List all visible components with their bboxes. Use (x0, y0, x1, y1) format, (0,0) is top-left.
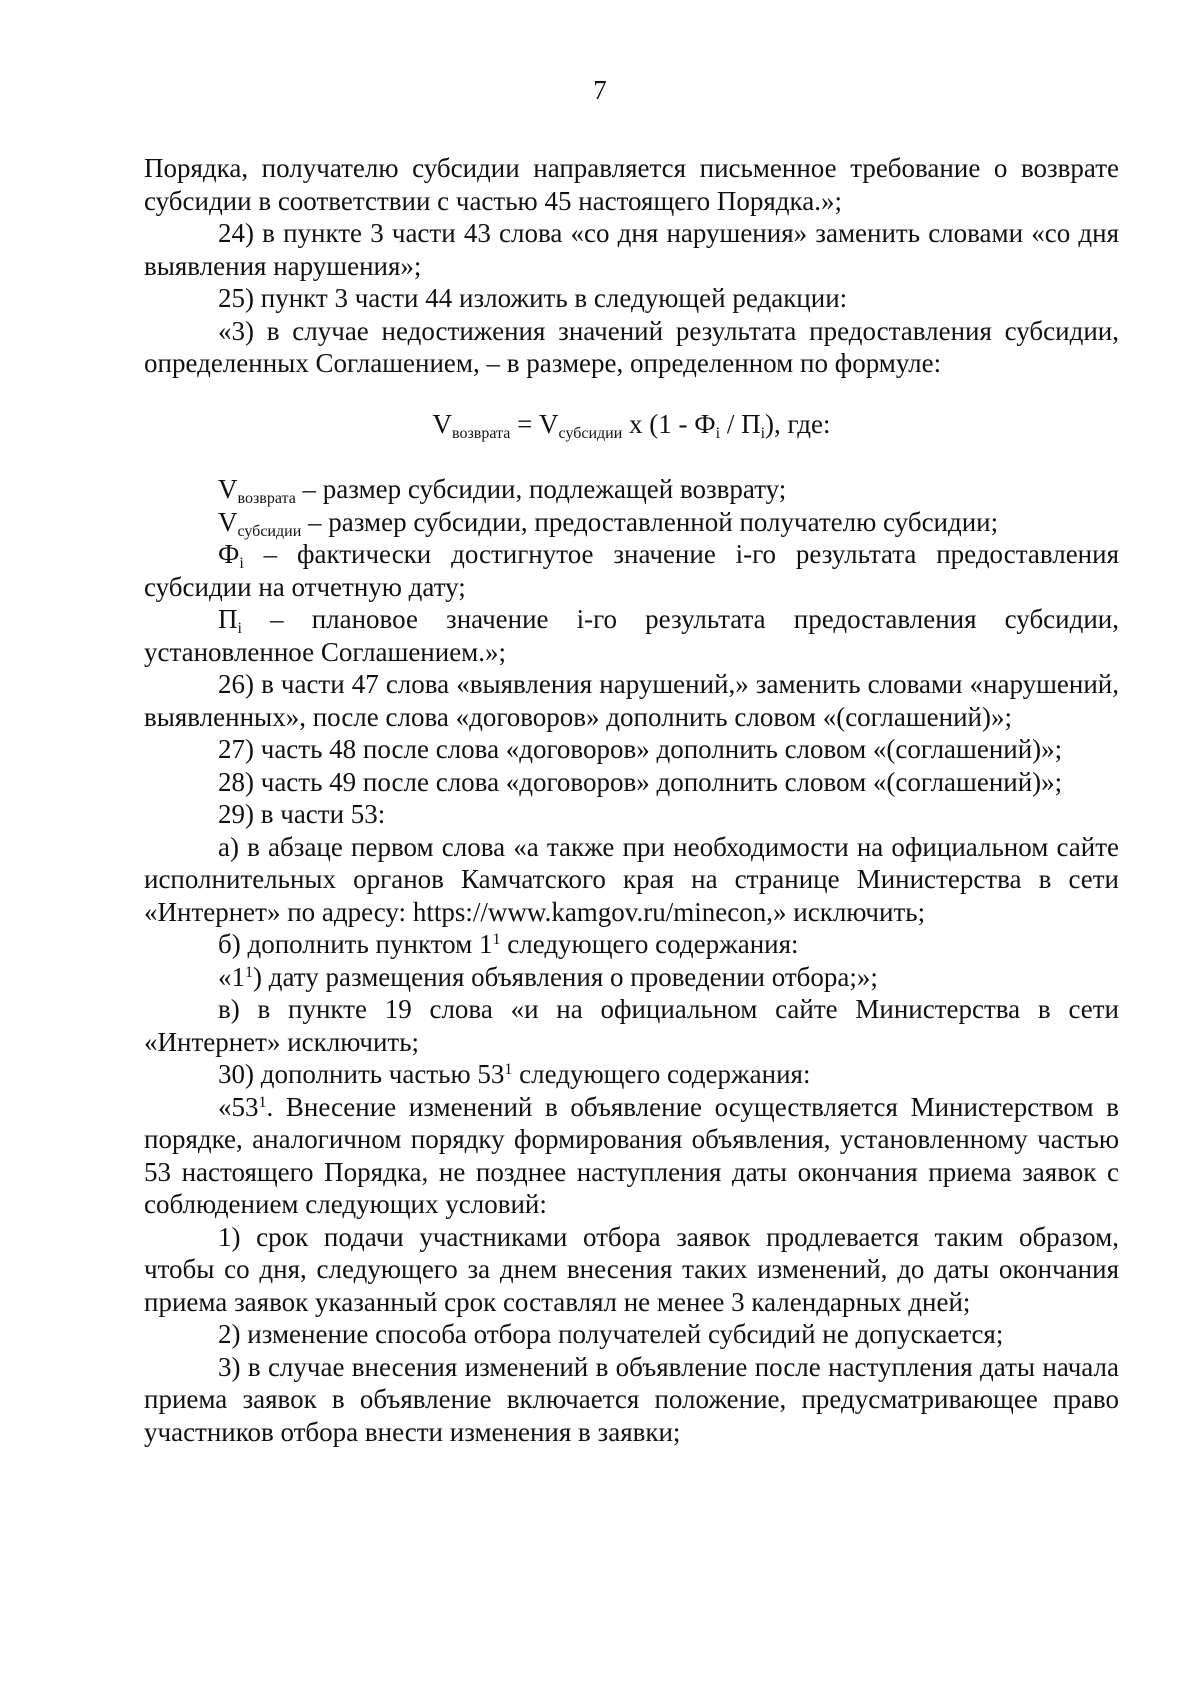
def-symbol: П (218, 604, 238, 634)
def-text: – размер субсидии, предоставленной получателю субсидии; (301, 506, 999, 537)
superscript: 1 (492, 931, 501, 948)
formula-mid: x (1 - Ф (622, 408, 716, 439)
definition-phi (144, 538, 1119, 603)
definition-v-subsidy (144, 506, 1119, 539)
text-part: 30) дополнить частью 53 (218, 1059, 505, 1089)
formula-tail: ), где: (765, 408, 831, 439)
formula-sub-i2: i (760, 424, 766, 442)
text-part: следующего содержания: (500, 929, 799, 959)
paragraph-sub-v: в) в пункте 19 слова «и на официальном сайте Министерства в сети «Интернет» исключить; (144, 994, 1119, 1057)
def-text: – фактически достигнутое значение i-го результата предоставления субсидии на отчетную дату; (144, 539, 1119, 602)
text-part: ) дату размещения объявления о проведении отбора;»; (253, 961, 878, 992)
paragraph-item-25: 25) пункт 3 части 44 изложить в следующей редакции: (218, 283, 848, 313)
formula-eq: = V (510, 408, 559, 439)
text-part: следующего содержания: (512, 1059, 811, 1089)
paragraph-sub-a: а) в абзаце первом слова «а также при необходимости на официальном сайте исполнительных органов Камчатского края на странице Министерства в сети «Интернет» по адресу: https://www.kamgov.ru/minecon,» исключить; (144, 831, 1119, 927)
def-text: – плановое значение i-го результата предоставления субсидии, установленное Соглашением.»; (144, 604, 1119, 667)
paragraph-item-30-text (144, 1091, 1119, 1221)
text-part: б) дополнить пунктом 1 (218, 929, 493, 959)
def-text: – размер субсидии, подлежащей возврату; (295, 474, 787, 504)
paragraph-item-30 (144, 1058, 1119, 1091)
superscript: 1 (258, 1093, 267, 1111)
def-subscript: субсидии (237, 522, 302, 540)
formula-sub-subsidy: субсидии (558, 424, 623, 442)
def-symbol: V (218, 474, 238, 504)
formula-sub-return: возврата (452, 424, 511, 442)
formula-slash: / П (720, 408, 761, 439)
superscript: 1 (245, 963, 253, 981)
condition-2: 2) изменение способа отбора получателей субсидий не допускается; (218, 1319, 1004, 1349)
def-subscript: i (237, 620, 242, 637)
def-subscript: возврата (237, 490, 296, 507)
text-part: «1 (218, 961, 245, 992)
text-part: . Внесение изменений в объявление осуществляется Министерством в порядке, аналогичном порядку формирования объявления, установленному частью 53 настоящего Порядка, не позднее наступления даты окончания приема заявок с соблюдением следующих условий: (144, 1091, 1119, 1219)
paragraph-item-27: 27) часть 48 после слова «договоров» дополнить словом «(соглашений)»; (218, 734, 1063, 764)
paragraph-continuation: Порядка, получателю субсидии направляется письменное требование о возврате субсидии в соответствии с частью 45 настоящего Порядка.»; (144, 153, 1119, 216)
page-number: 7 (593, 75, 607, 105)
text-part: «53 (218, 1091, 259, 1122)
formula (144, 408, 1119, 441)
def-subscript: i (239, 555, 244, 572)
formula-sub-i1: i (715, 424, 721, 442)
document-body (144, 152, 1119, 1448)
paragraph-item-28: 28) часть 49 после слова «договоров» дополнить словом «(соглашений)»; (218, 766, 1063, 797)
definition-v-return (144, 473, 1119, 506)
condition-3: 3) в случае внесения изменений в объявление после наступления даты начала приема заявок в объявление включается положение, предусматривающее право участников отбора внести изменения в заявки; (144, 1351, 1119, 1447)
paragraph-sub-b (144, 928, 1119, 961)
def-symbol: V (218, 506, 238, 537)
paragraph-sub-b-text (144, 961, 1119, 994)
def-symbol: Ф (218, 539, 240, 569)
superscript: 1 (504, 1061, 513, 1078)
formula-v: V (432, 408, 453, 439)
paragraph-item-29: 29) в части 53: (218, 799, 386, 829)
condition-1: 1) срок подачи участниками отбора заявок продлевается таким образом, чтобы со дня, следующего за днем внесения таких изменений, до даты окончания приема заявок указанный срок составлял не менее 3 календарных дней; (144, 1221, 1119, 1317)
paragraph-item-26: 26) в части 47 слова «выявления нарушений,» заменить словами «нарушений, выявленных», после слова «договоров» дополнить словом «(соглашений)»; (144, 669, 1119, 732)
paragraph-item-24: 24) в пункте 3 части 43 слова «со дня нарушения» заменить словами «со дня выявления нарушения»; (144, 218, 1119, 281)
paragraph-item-25-text: «3) в случае недостижения значений результата предоставления субсидии, определенных Соглашением, – в размере, определенном по формуле: (144, 315, 1119, 378)
definition-pi (144, 603, 1119, 668)
